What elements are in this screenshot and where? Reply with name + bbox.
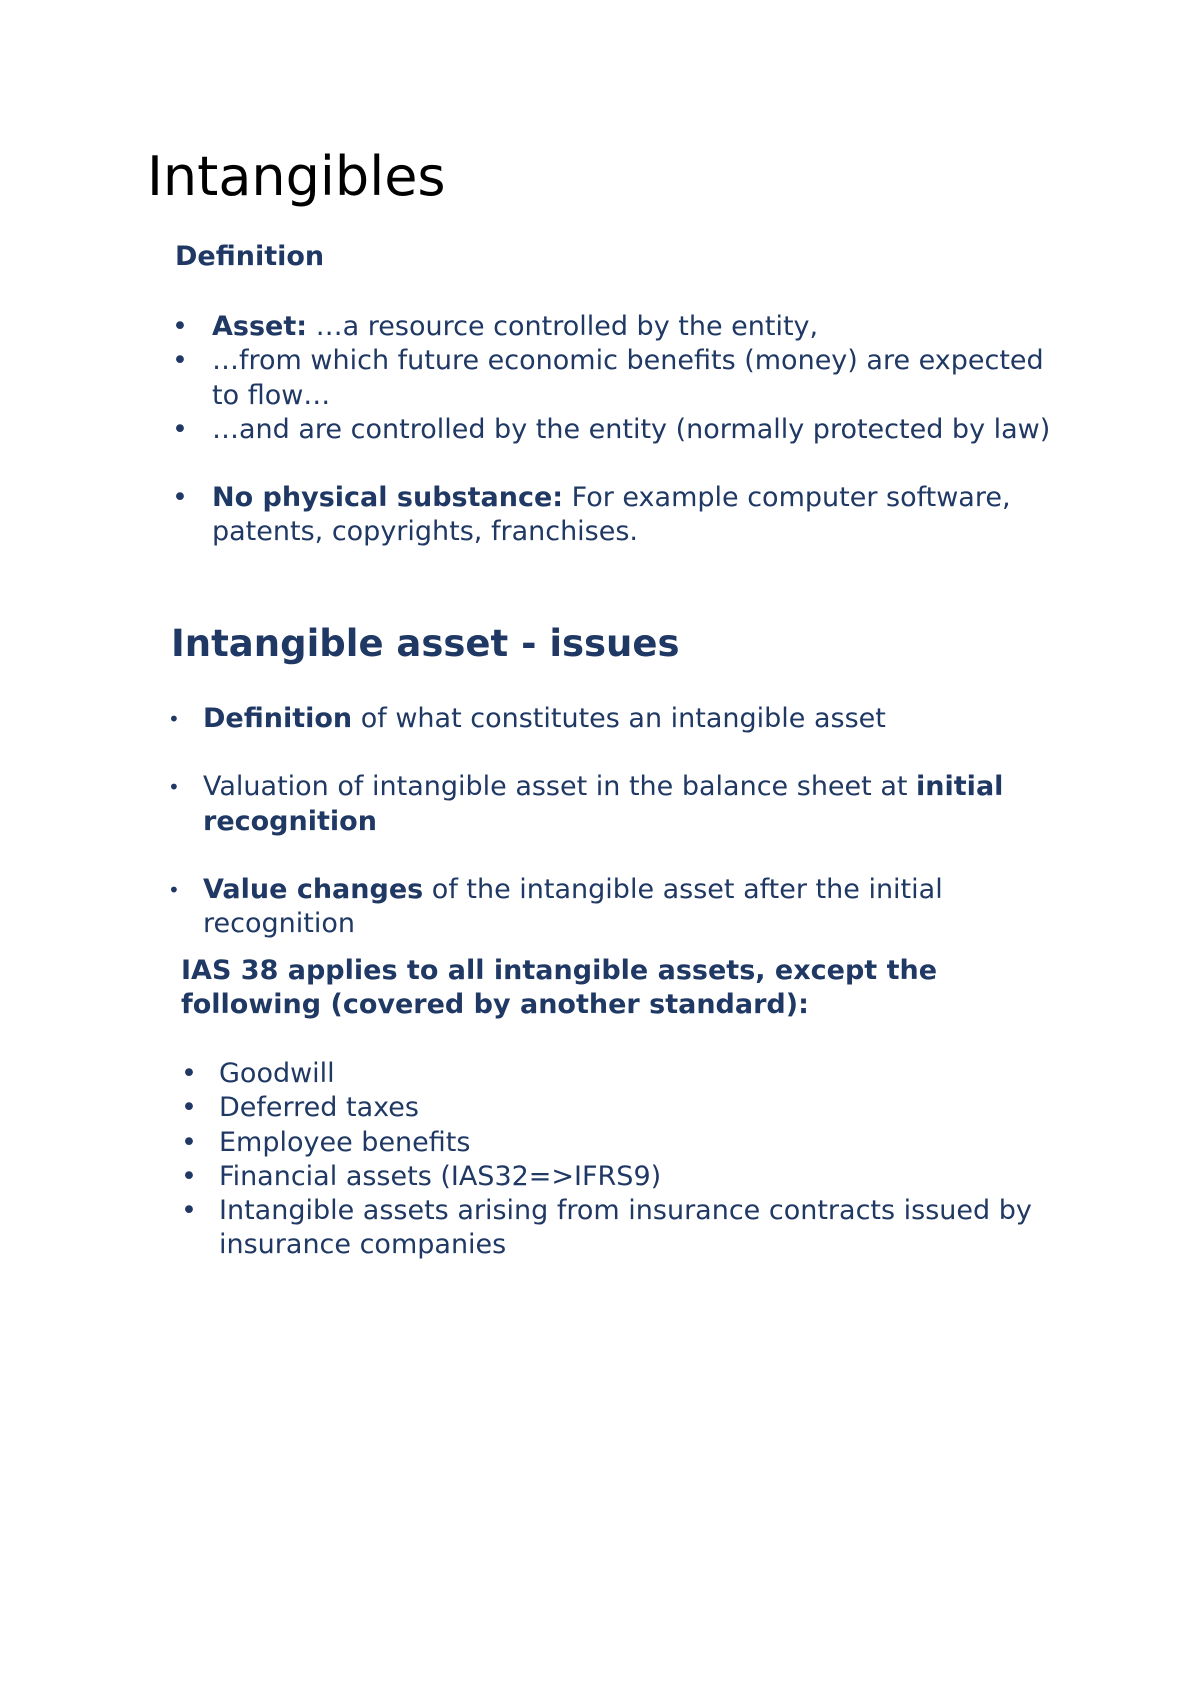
bullet-icon: •	[168, 707, 180, 731]
item-text: …a resource controlled by the entity,	[307, 311, 819, 342]
item-text: …and are controlled by the entity (normally protected by law)	[212, 413, 1051, 445]
bullet-icon: •	[172, 413, 188, 445]
bullet-icon: •	[181, 1058, 197, 1089]
page-title: Intangibles	[147, 145, 446, 208]
item-text: Deferred taxes	[219, 1092, 419, 1124]
list-item	[181, 1160, 1061, 1194]
bullet-icon: •	[172, 311, 188, 342]
item-text: For example computer software, patents, copyrights, franchises.	[212, 482, 1011, 548]
term-label: No physical substance:	[212, 482, 564, 514]
bullet-icon: •	[181, 1195, 197, 1227]
item-text: of what constitutes an intangible asset	[352, 703, 886, 734]
list-item	[172, 310, 1052, 344]
list-item	[168, 873, 1068, 942]
exceptions-list	[181, 1057, 1061, 1263]
definition-heading: Definition	[175, 241, 325, 272]
issues-heading: Intangible asset - issues	[171, 622, 680, 665]
item-text: Financial assets (IAS32=>IFRS9)	[219, 1160, 662, 1192]
list-item	[181, 1194, 1061, 1263]
term-label: Definition	[203, 703, 353, 734]
list-item	[172, 481, 1052, 550]
bullet-icon: •	[181, 1126, 197, 1158]
bullet-icon: •	[168, 877, 180, 902]
ias38-heading: IAS 38 applies to all intangible assets, except the following (covered by another standard):	[181, 955, 938, 1020]
list-item	[181, 1126, 1061, 1160]
item-text: …from which future economic benefits (money) are expected to flow…	[212, 345, 1044, 411]
list-item	[172, 344, 1052, 413]
list-item	[181, 1057, 1061, 1091]
bullet-icon: •	[168, 775, 180, 800]
issues-list	[168, 702, 1068, 975]
bullet-icon: •	[172, 482, 188, 514]
bullet-icon: •	[181, 1160, 197, 1192]
item-text: Valuation of intangible asset in the balance sheet at	[203, 771, 917, 803]
bullet-icon: •	[172, 345, 188, 377]
definition-list	[172, 310, 1052, 550]
item-text: Intangible assets arising from insurance contracts issued by insurance companies	[219, 1195, 1032, 1261]
bullet-icon: •	[181, 1092, 197, 1124]
list-item	[172, 413, 1052, 447]
item-text: of the intangible asset after the initial recognition	[203, 873, 943, 940]
list-item	[168, 702, 1068, 736]
term-label: initial recognition	[203, 771, 1004, 837]
item-text: Goodwill	[219, 1058, 335, 1089]
item-text: Employee benefits	[219, 1126, 471, 1158]
list-item	[168, 770, 1068, 839]
term-label: Value changes	[203, 873, 424, 905]
term-label: Asset:	[212, 311, 308, 342]
list-item	[181, 1091, 1061, 1125]
